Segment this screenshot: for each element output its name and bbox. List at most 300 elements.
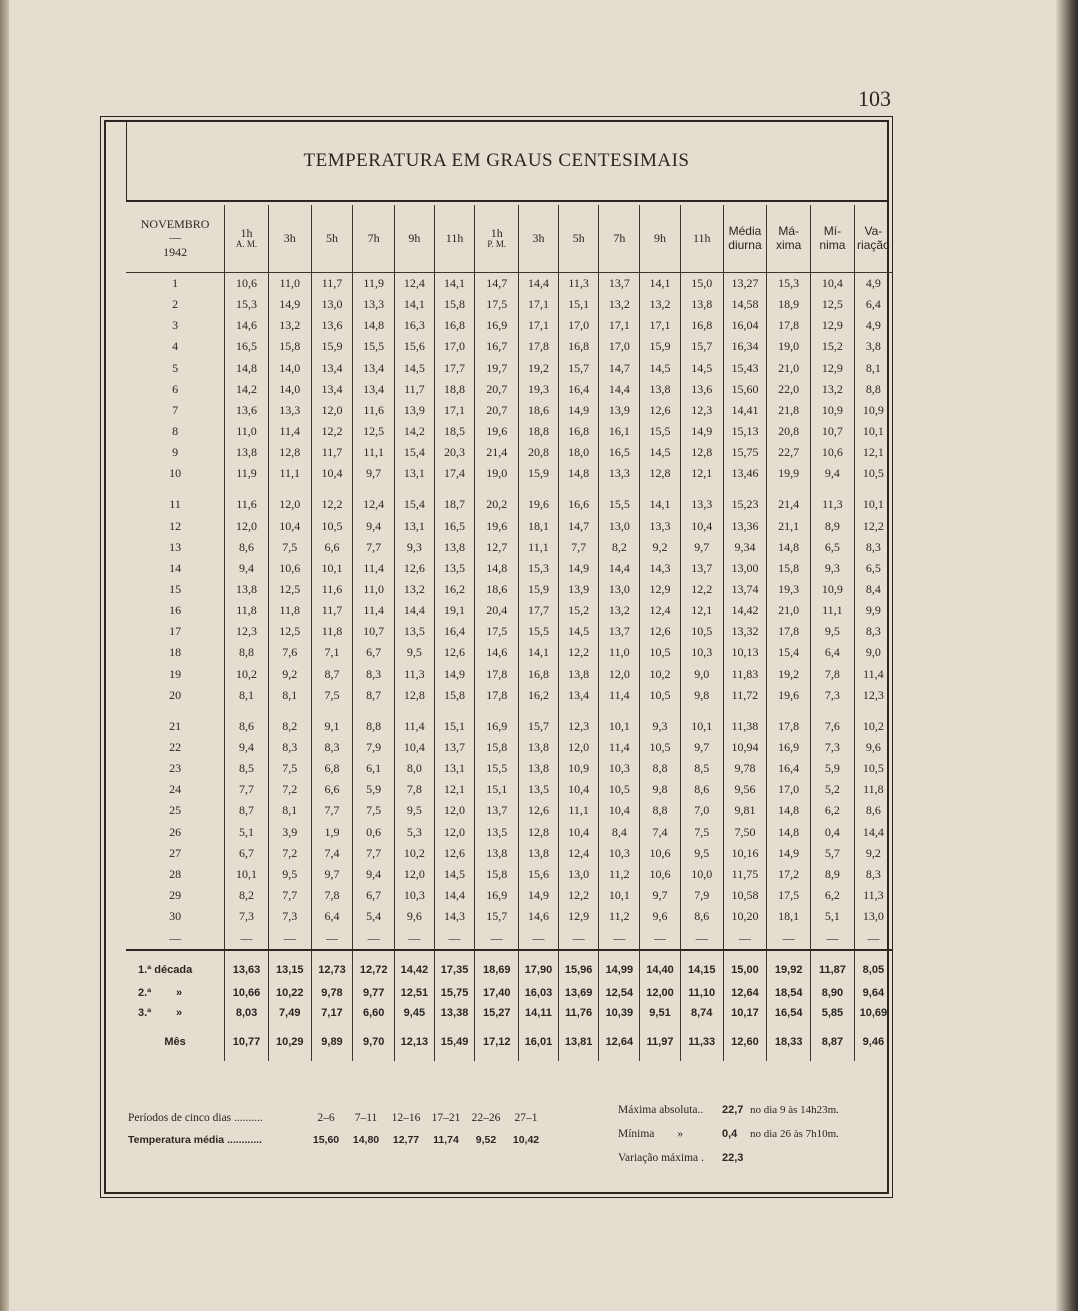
header-variacao: Va- riação — [854, 205, 892, 273]
table-cell: 18,9 — [767, 294, 811, 315]
table-cell: 18,8 — [519, 421, 559, 442]
table-cell: 10,4 — [311, 463, 353, 484]
table-cell: 13,4 — [353, 358, 395, 379]
table-cell: 12,6 — [395, 558, 435, 579]
table-row — [126, 685, 892, 706]
table-cell: 13,7 — [434, 737, 475, 758]
table-cell: 7,50 — [723, 822, 767, 843]
table-cell: 15,7 — [475, 906, 519, 927]
summary-cell: 12,64 — [599, 1023, 640, 1061]
table-cell: 9,5 — [268, 864, 311, 885]
summary-label: 3.ª » — [138, 1007, 183, 1020]
table-cell: 9,5 — [395, 642, 435, 663]
table-cell: 15,4 — [767, 642, 811, 663]
table-cell: 13,8 — [519, 843, 559, 864]
table-cell: 14,1 — [640, 273, 681, 295]
table-cell: 22,7 — [767, 442, 811, 463]
table-cell: 13,32 — [723, 621, 767, 642]
table-cell: 10,2 — [395, 843, 435, 864]
table-row — [126, 494, 892, 515]
table-cell: 16,4 — [434, 621, 475, 642]
table-cell: 16,7 — [475, 336, 519, 357]
table-cell: 8,7 — [353, 685, 395, 706]
table-cell: 12,0 — [268, 494, 311, 515]
table-row — [126, 716, 892, 737]
table-cell: 6,5 — [811, 537, 855, 558]
table-cell: 14,7 — [599, 358, 640, 379]
mean-cell: 11,74 — [433, 1134, 459, 1146]
table-cell: 13,3 — [680, 494, 723, 515]
table-cell: 7,7 — [353, 843, 395, 864]
table-cell: 11,8 — [854, 779, 892, 800]
day-number: 25 — [169, 803, 182, 818]
table-cell: 14,9 — [680, 421, 723, 442]
summary-cell: 16,54 — [767, 1003, 811, 1023]
max-absolute-label: Máxima absoluta.. — [618, 1104, 704, 1116]
summary-rows — [126, 950, 892, 1061]
table-cell: 12,9 — [811, 358, 855, 379]
table-cell: 14,9 — [434, 664, 475, 685]
table-cell: 14,8 — [353, 315, 395, 336]
table-cell: 10,6 — [225, 273, 269, 295]
day-number: 22 — [169, 740, 182, 755]
table-cell: 8,8 — [854, 379, 892, 400]
table-cell: 17,7 — [519, 600, 559, 621]
table-cell: 10,1 — [854, 421, 892, 442]
table-cell: 16,5 — [434, 516, 475, 537]
day-number: 3 — [172, 318, 179, 333]
table-cell: 13,5 — [519, 779, 559, 800]
summary-cell: 13,15 — [268, 950, 311, 983]
table-row — [126, 779, 892, 800]
dash-cell: — — [395, 927, 435, 950]
table-cell: 15,23 — [723, 494, 767, 515]
table-cell: 5,7 — [811, 843, 855, 864]
table-cell: 9,4 — [225, 558, 269, 579]
table-row — [126, 864, 892, 885]
table-cell: 15,9 — [311, 336, 353, 357]
table-cell: 10,4 — [599, 800, 640, 821]
table-cell: 12,5 — [811, 294, 855, 315]
table-cell: 9,4 — [811, 463, 855, 484]
table-cell: 5,4 — [353, 906, 395, 927]
summary-cell: 17,40 — [475, 983, 519, 1003]
table-cell: 11,4 — [854, 664, 892, 685]
table-cell: 14,8 — [767, 800, 811, 821]
table-cell: 17,1 — [519, 315, 559, 336]
day-number: 11 — [169, 497, 181, 512]
table-cell: 13,3 — [268, 400, 311, 421]
table-cell: 5,1 — [811, 906, 855, 927]
table-cell: 8,6 — [854, 800, 892, 821]
table-cell: 9,4 — [353, 864, 395, 885]
summary-cell: 12,72 — [353, 950, 395, 983]
table-frame-inner — [104, 120, 889, 1194]
summary-cell: 12,73 — [311, 950, 353, 983]
table-cell: 11,4 — [268, 421, 311, 442]
table-cell: 10,2 — [854, 716, 892, 737]
table-cell: 8,3 — [268, 737, 311, 758]
summary-cell: 8,87 — [811, 1023, 855, 1061]
table-cell: 14,5 — [680, 358, 723, 379]
table-cell: 12,2 — [311, 421, 353, 442]
table-cell: 18,8 — [434, 379, 475, 400]
header-hour: 7h — [599, 205, 640, 273]
table-cell: 13,9 — [395, 400, 435, 421]
table-cell: 11,8 — [268, 600, 311, 621]
table-cell: 16,5 — [225, 336, 269, 357]
table-cell: 15,75 — [723, 442, 767, 463]
table-cell: 14,9 — [558, 558, 599, 579]
table-cell: 13,7 — [599, 621, 640, 642]
table-cell: 6,4 — [811, 642, 855, 663]
table-cell: 12,4 — [353, 494, 395, 515]
table-cell: 13,2 — [599, 600, 640, 621]
table-cell: 15,8 — [268, 336, 311, 357]
table-cell: 11,6 — [353, 400, 395, 421]
table-cell: 11,1 — [558, 800, 599, 821]
table-cell: 3,9 — [268, 822, 311, 843]
summary-cell: 13,81 — [558, 1023, 599, 1061]
table-cell: 7,7 — [558, 537, 599, 558]
table-cell: 10,9 — [854, 400, 892, 421]
table-cell: 10,9 — [811, 579, 855, 600]
table-cell: 11,7 — [311, 600, 353, 621]
table-cell: 19,0 — [475, 463, 519, 484]
table-cell: 14,4 — [854, 822, 892, 843]
table-cell: 13,4 — [311, 358, 353, 379]
table-cell: 10,6 — [268, 558, 311, 579]
table-cell: 13,9 — [599, 400, 640, 421]
table-cell: 22,0 — [767, 379, 811, 400]
table-cell: 13,0 — [558, 864, 599, 885]
table-cell: 7,0 — [680, 800, 723, 821]
table-cell: 7,9 — [353, 737, 395, 758]
table-cell: 12,1 — [680, 600, 723, 621]
table-cell: 14,9 — [268, 294, 311, 315]
day-number: 17 — [169, 624, 182, 639]
summary-cell: 12,00 — [640, 983, 681, 1003]
table-cell: 9,81 — [723, 800, 767, 821]
table-title: TEMPERATURA EM GRAUS CENTESIMAIS — [303, 150, 690, 171]
table-cell: 10,6 — [640, 843, 681, 864]
summary-cell: 10,22 — [268, 983, 311, 1003]
summary-cell: 10,29 — [268, 1023, 311, 1061]
table-cell: 6,4 — [311, 906, 353, 927]
summary-cell: 9,89 — [311, 1023, 353, 1061]
table-cell: 0,6 — [353, 822, 395, 843]
table-cell: 11,1 — [268, 463, 311, 484]
table-cell: 8,3 — [854, 621, 892, 642]
summary-cell: 8,90 — [811, 983, 855, 1003]
table-cell: 9,2 — [640, 537, 681, 558]
dash-cell: — — [680, 927, 723, 950]
page-outer-edge — [1056, 0, 1078, 1311]
table-cell: 8,3 — [353, 664, 395, 685]
table-cell: 18,1 — [519, 516, 559, 537]
table-cell: 13,2 — [395, 579, 435, 600]
table-cell: 15,60 — [723, 379, 767, 400]
table-cell: 13,1 — [395, 463, 435, 484]
table-cell: 7,2 — [268, 843, 311, 864]
table-cell: 13,74 — [723, 579, 767, 600]
table-cell: 9,9 — [854, 600, 892, 621]
table-cell: 19,0 — [767, 336, 811, 357]
summary-cell: 9,46 — [854, 1023, 892, 1061]
table-cell: 16,8 — [434, 315, 475, 336]
table-cell: 14,3 — [434, 906, 475, 927]
table-cell: 13,36 — [723, 516, 767, 537]
table-cell: 15,9 — [519, 579, 559, 600]
table-cell: 11,2 — [599, 906, 640, 927]
table-cell: 11,6 — [225, 494, 269, 515]
table-cell: 12,0 — [558, 737, 599, 758]
table-cell: 11,0 — [225, 421, 269, 442]
table-cell: 12,0 — [311, 400, 353, 421]
summary-row — [126, 983, 892, 1003]
table-cell: 12,9 — [811, 315, 855, 336]
table-cell: 12,6 — [640, 621, 681, 642]
table-cell: 13,8 — [225, 442, 269, 463]
table-cell: 5,1 — [225, 822, 269, 843]
table-row — [126, 558, 892, 579]
header-hour: 9h — [395, 205, 435, 273]
table-cell: 10,4 — [558, 779, 599, 800]
table-cell: 13,8 — [434, 537, 475, 558]
header-hour: 3h — [268, 205, 311, 273]
dash-row — [126, 927, 892, 950]
table-cell: 8,3 — [854, 864, 892, 885]
table-cell: 15,2 — [811, 336, 855, 357]
table-cell: 7,9 — [680, 885, 723, 906]
table-cell: 16,4 — [558, 379, 599, 400]
table-row — [126, 273, 892, 295]
table-cell: 13,46 — [723, 463, 767, 484]
table-cell: 6,7 — [353, 885, 395, 906]
table-cell: 6,7 — [353, 642, 395, 663]
table-cell: 15,5 — [640, 421, 681, 442]
table-cell: 15,3 — [767, 273, 811, 295]
periods-label: Períodos de cinco dias .......... — [128, 1112, 263, 1124]
table-cell: 21,1 — [767, 516, 811, 537]
table-cell: 12,8 — [680, 442, 723, 463]
summary-cell: 11,97 — [640, 1023, 681, 1061]
table-cell: 14,8 — [767, 822, 811, 843]
table-cell: 19,6 — [767, 685, 811, 706]
table-cell: 12,6 — [519, 800, 559, 821]
summary-cell: 10,39 — [599, 1003, 640, 1023]
table-cell: 13,4 — [311, 379, 353, 400]
table-cell: 12,0 — [434, 800, 475, 821]
summary-cell: 15,27 — [475, 1003, 519, 1023]
table-cell: 7,7 — [353, 537, 395, 558]
summary-cell: 11,87 — [811, 950, 855, 983]
table-cell: 14,4 — [434, 885, 475, 906]
table-cell: 10,7 — [353, 621, 395, 642]
table-cell: 16,6 — [558, 494, 599, 515]
table-cell: 15,4 — [395, 442, 435, 463]
summary-cell: 15,75 — [434, 983, 475, 1003]
table-cell: 17,5 — [767, 885, 811, 906]
table-cell: 7,3 — [811, 685, 855, 706]
table-cell: 11,3 — [558, 273, 599, 295]
table-cell: 7,3 — [225, 906, 269, 927]
table-cell: 6,6 — [311, 537, 353, 558]
decade-spacer — [126, 484, 892, 494]
day-number: 8 — [172, 424, 179, 439]
table-cell: 17,1 — [519, 294, 559, 315]
table-cell: 12,0 — [599, 664, 640, 685]
table-cell: 12,2 — [311, 494, 353, 515]
min-note: no dia 26 às 7h10m. — [750, 1128, 839, 1140]
table-cell: 9,1 — [311, 716, 353, 737]
table-cell: 9,6 — [395, 906, 435, 927]
table-cell: 14,0 — [268, 358, 311, 379]
dash-cell: — — [558, 927, 599, 950]
mean-cell: 12,77 — [392, 1134, 420, 1146]
table-cell: 10,3 — [680, 642, 723, 663]
table-cell: 6,5 — [854, 558, 892, 579]
table-cell: 10,16 — [723, 843, 767, 864]
mean-temperature-label: Temperatura média ............ — [128, 1134, 263, 1146]
table-cell: 12,8 — [395, 685, 435, 706]
table-cell: 13,27 — [723, 273, 767, 295]
table-cell: 9,0 — [854, 642, 892, 663]
table-cell: 19,9 — [767, 463, 811, 484]
table-cell: 21,0 — [767, 358, 811, 379]
table-cell: 15,7 — [519, 716, 559, 737]
table-cell: 9,8 — [640, 779, 681, 800]
table-cell: 12,3 — [225, 621, 269, 642]
header-month: NOVEMBRO — 1942 — [126, 205, 225, 273]
table-cell: 7,5 — [680, 822, 723, 843]
table-cell: 12,0 — [434, 822, 475, 843]
table-cell: 12,5 — [353, 421, 395, 442]
table-row — [126, 885, 892, 906]
day-number: 12 — [169, 518, 182, 533]
table-cell: 12,6 — [434, 843, 475, 864]
dash-cell: — — [599, 927, 640, 950]
table-cell: 20,7 — [475, 379, 519, 400]
summary-cell: 14,40 — [640, 950, 681, 983]
table-cell: 19,6 — [475, 421, 519, 442]
table-cell: 17,7 — [434, 358, 475, 379]
table-cell: 16,04 — [723, 315, 767, 336]
table-cell: 10,5 — [599, 779, 640, 800]
table-cell: 14,8 — [767, 537, 811, 558]
table-cell: 10,5 — [311, 516, 353, 537]
table-cell: 17,8 — [475, 664, 519, 685]
summary-cell: 10,77 — [225, 1023, 269, 1061]
table-cell: 14,2 — [225, 379, 269, 400]
table-cell: 11,4 — [353, 600, 395, 621]
table-row — [126, 843, 892, 864]
summary-cell: 12,60 — [723, 1023, 767, 1061]
table-cell: 13,3 — [640, 516, 681, 537]
table-cell: 12,5 — [268, 579, 311, 600]
table-cell: 15,5 — [519, 621, 559, 642]
summary-cell: 11,76 — [558, 1003, 599, 1023]
table-cell: 10,1 — [311, 558, 353, 579]
title-divider — [126, 200, 887, 202]
table-cell: 16,8 — [519, 664, 559, 685]
period-cell: 27–1 — [514, 1112, 538, 1124]
table-cell: 14,4 — [599, 379, 640, 400]
summary-cell: 12,51 — [395, 983, 435, 1003]
table-cell: 14,6 — [519, 906, 559, 927]
table-cell: 5,9 — [353, 779, 395, 800]
table-cell: 10,3 — [599, 758, 640, 779]
table-cell: 10,5 — [640, 685, 681, 706]
table-cell: 11,2 — [599, 864, 640, 885]
table-cell: 13,0 — [311, 294, 353, 315]
summary-cell: 14,42 — [395, 950, 435, 983]
table-cell: 13,2 — [599, 294, 640, 315]
table-cell: 8,7 — [311, 664, 353, 685]
table-row — [126, 737, 892, 758]
max-absolute-note: no dia 9 às 14h23m. — [750, 1104, 839, 1116]
table-cell: 15,8 — [475, 864, 519, 885]
period-cell: 7–11 — [354, 1112, 378, 1124]
table-cell: 7,5 — [268, 758, 311, 779]
table-cell: 11,72 — [723, 685, 767, 706]
day-number: 2 — [172, 297, 179, 312]
table-cell: 15,8 — [767, 558, 811, 579]
table-cell: 18,0 — [558, 442, 599, 463]
table-cell: 13,8 — [519, 737, 559, 758]
table-cell: 9,7 — [680, 537, 723, 558]
table-cell: 19,2 — [767, 664, 811, 685]
dash-cell: — — [434, 927, 475, 950]
table-row — [126, 664, 892, 685]
table-cell: 10,1 — [225, 864, 269, 885]
summary-cell: 9,51 — [640, 1003, 681, 1023]
table-cell: 6,7 — [225, 843, 269, 864]
summary-cell: 14,99 — [599, 950, 640, 983]
table-cell: 9,6 — [640, 906, 681, 927]
table-cell: 21,4 — [475, 442, 519, 463]
summary-cell: 16,01 — [519, 1023, 559, 1061]
header-hour: 11h — [434, 205, 475, 273]
summary-cell: 9,64 — [854, 983, 892, 1003]
table-cell: 10,0 — [680, 864, 723, 885]
table-cell: 19,1 — [434, 600, 475, 621]
table-cell: 9,4 — [353, 516, 395, 537]
summary-cell: 15,00 — [723, 950, 767, 983]
table-cell: 13,5 — [475, 822, 519, 843]
table-cell: 8,8 — [640, 758, 681, 779]
table-cell: 10,58 — [723, 885, 767, 906]
table-cell: 13,8 — [519, 758, 559, 779]
summary-cell: 9,78 — [311, 983, 353, 1003]
day-number: 18 — [169, 645, 182, 660]
table-cell: 8,0 — [395, 758, 435, 779]
table-cell: 13,7 — [680, 558, 723, 579]
table-cell: 10,9 — [811, 400, 855, 421]
summary-cell: 15,49 — [434, 1023, 475, 1061]
day-number: 15 — [169, 582, 182, 597]
header-hour: 5h — [311, 205, 353, 273]
table-cell: 8,3 — [854, 537, 892, 558]
table-cell: 14,7 — [558, 516, 599, 537]
table-cell: 14,4 — [519, 273, 559, 295]
summary-cell: 5,85 — [811, 1003, 855, 1023]
table-cell: 14,9 — [767, 843, 811, 864]
table-cell: 12,8 — [519, 822, 559, 843]
table-cell: 20,4 — [475, 600, 519, 621]
table-row — [126, 516, 892, 537]
table-cell: 9,8 — [680, 685, 723, 706]
